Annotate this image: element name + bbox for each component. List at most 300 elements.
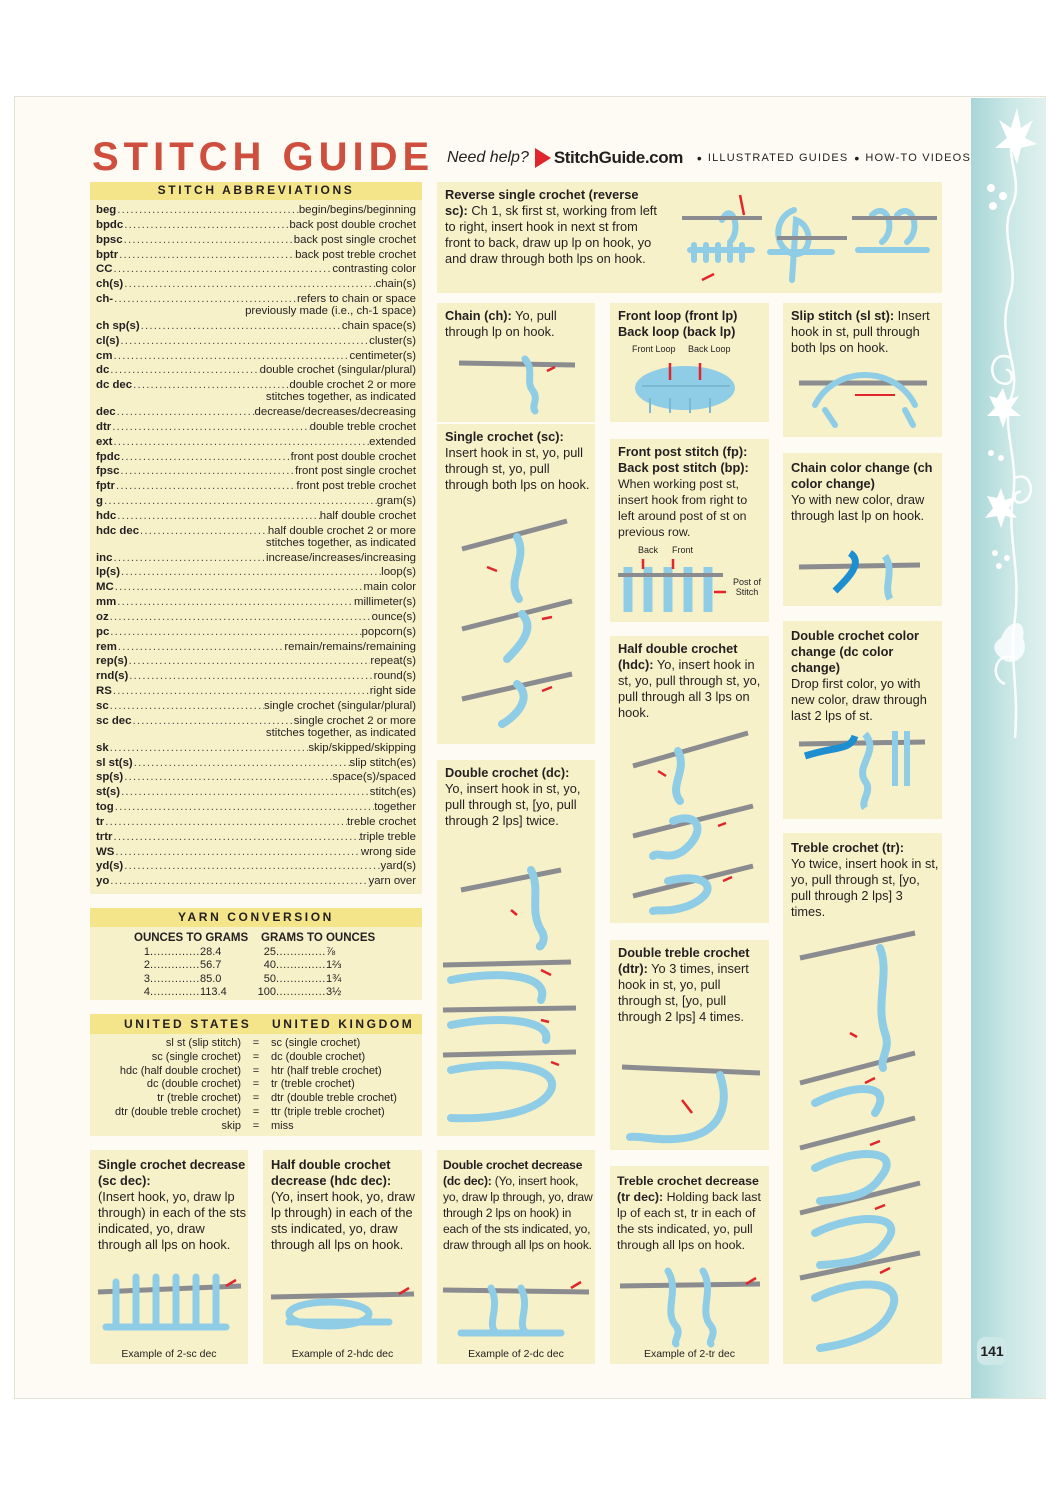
equals-sign: = [252,1064,260,1077]
card-chain [437,303,595,422]
abbreviation-row [96,218,416,233]
abbreviation-row [96,435,416,450]
card-treble-crochet [783,833,942,1364]
abbreviation-definition: contrasting color [332,263,416,276]
leader-dots [123,218,289,233]
half-double-crochet-diagram [628,731,763,916]
card-front-back-loop [610,303,769,422]
leader-dots [128,669,373,684]
equals-sign: = [252,1037,260,1049]
leader-dots [109,874,368,889]
conversion-row [254,946,341,959]
post-stitch-diagram [618,557,730,615]
rsc-body: Ch 1, sk first st, working from left to right, insert hook in next st from front to back, draw up lp on hook, yo and draw through both lps on hook. [445,203,657,266]
abbreviation-term: fptr [96,480,115,493]
abbreviation-row [96,479,416,494]
abbreviation-term: rem [96,640,117,653]
abbreviation-term: cl(s) [96,334,120,347]
conversion-row [254,959,341,972]
bullet: • [854,150,860,166]
abbreviation-row [96,248,416,263]
abbreviation-definition: back post treble crochet [295,248,416,261]
hdcdec-text [271,1157,419,1253]
post-text [618,444,766,540]
front-post-title: Front post stitch (fp): [618,444,748,459]
us-term: hdc (half double crochet) [119,1064,241,1077]
us-uk-row [96,1050,416,1064]
leader-dots [109,699,264,714]
abbreviation-term: beg [96,204,117,216]
reverse-sc-diagram [682,190,937,290]
conversion-row [128,946,227,959]
chain-diagram [455,351,585,411]
card-half-double-crochet [610,636,769,923]
dccc-title: Double crochet color change (dc color change) [791,628,919,675]
leader-dots [109,363,259,378]
leader-dots [123,770,332,785]
leader-dots [109,741,309,756]
abbreviation-definition: double crochet 2 or more [289,379,416,392]
conversion-to: 56.7 [200,959,222,972]
abbreviation-definition: millimeter(s) [353,596,416,609]
abbreviation-definition: increase/increases/increasing [265,551,416,564]
abbreviation-row [96,524,416,551]
abbreviation-definition: stitch(es) [369,786,416,799]
abbreviation-term: ch- [96,293,114,306]
abbreviation-row [96,580,416,595]
leader-dots [116,595,354,610]
leader-dots [116,509,319,524]
abbreviation-definition: decrease/decreases/decreasing [254,406,416,419]
abbreviation-row [96,845,416,860]
abbreviation-term: fpdc [96,450,121,463]
grams-to-ounces-heading: GRAMS TO OUNCES [261,932,376,944]
abbreviation-definition: main color [363,581,416,594]
abbreviation-row [96,420,416,435]
front-loop-title: Front loop (front lp) [618,308,738,323]
conversion-from: 50 [263,972,276,985]
post-body: When working post st, insert hook from right to left around post of st on previous row. [618,477,748,539]
abbreviation-term: RS [96,685,112,698]
leader-dots [276,959,326,972]
post-of-stitch-label: Post of Stitch [732,577,761,597]
hdcdec-title: Half double crochet decrease (hdc dec): [271,1157,392,1188]
abbreviation-term: mm [96,596,117,609]
abbreviation-definition: front post double crochet [290,450,416,463]
slst-body: Insert hook in st, pull through both lps on hook. [791,308,930,355]
leader-dots [113,292,297,306]
us-uk-row [96,1091,416,1105]
bullet: • [696,150,702,166]
abbreviation-row [96,669,416,684]
abbreviation-term: sc dec [96,714,132,727]
equals-sign: = [252,1092,260,1105]
abbreviation-term: inc [96,551,113,564]
abbreviation-row [96,233,416,248]
abbreviation-term: CC [96,263,113,276]
conversion-from: 4 [143,986,150,999]
card-reverse-single-crochet [437,182,942,293]
card-double-treble [610,940,769,1150]
abbreviation-row [96,800,416,815]
conversion-from: 3 [143,972,150,985]
grams-to-ounces-list [254,946,341,1000]
abbreviation-row [96,277,416,292]
abbreviation-definition: gram(s) [376,495,416,508]
equals-sign: = [252,1119,260,1132]
dc-title: Double crochet (dc): [445,765,570,780]
abbreviation-row [96,756,416,771]
chcc-text [791,460,939,524]
us-term: skip [221,1119,241,1132]
leader-dots [114,845,361,860]
chain-color-change-diagram [795,551,935,601]
abbreviation-definition: together [374,801,416,814]
uk-term: dc (double crochet) [271,1050,366,1063]
sc-body: Insert hook in st, yo, pull through st, yo, pull through both lps on hook. [445,445,590,492]
abbreviation-row [96,262,416,277]
abbreviation-term: st(s) [96,786,121,799]
dc-body: Yo, insert hook in st, yo, pull through st, [yo, pull through 2 lps] twice. [445,781,581,828]
leader-dots [109,625,361,640]
tr-text [791,840,939,920]
card-chain-color-change [783,453,942,606]
abbreviation-row [96,859,416,874]
leader-dots [276,973,326,986]
conversion-row [128,959,227,972]
abbreviation-definition: yarn over [368,875,416,888]
dcdec-title: Double crochet decrease (dc dec): [443,1158,583,1188]
abbreviation-term: g [96,495,103,508]
abbreviation-definition-continued: stitches together, as indicated [265,391,416,404]
leader-dots [139,524,268,538]
conversion-to: ⅞ [326,946,336,958]
abbreviation-term: tr [96,815,105,828]
abbreviation-definition: refers to chain or space [296,293,416,306]
abbreviation-row [96,378,416,405]
conversion-from: 40 [263,959,276,972]
decorative-side-strip [971,98,1046,1398]
chcc-title: Chain color change (ch color change) [791,460,933,491]
dc-color-change-diagram [795,726,935,814]
chain-body: Yo, pull through lp on hook. [445,308,557,339]
abbreviation-term: sk [96,741,109,754]
trdec-title: Treble crochet decrease (tr dec): [617,1174,759,1204]
how-to-videos-link[interactable]: HOW-TO VIDEOS [865,152,971,164]
uk-term: dtr (double treble crochet) [271,1092,397,1105]
hdc-text [618,641,766,721]
help-line [447,148,971,168]
leader-dots [150,986,200,999]
abbreviation-list [96,203,416,889]
us-term: dc (double crochet) [146,1078,241,1091]
leader-dots [112,435,369,450]
abbreviation-definition: begin/begins/beginning [298,204,416,216]
card-double-crochet [437,760,595,1136]
abbreviation-definition: cluster(s) [369,334,416,347]
us-uk-row [96,1036,416,1050]
illustrated-guides-link[interactable]: ILLUSTRATED GUIDES [707,152,849,164]
front-loop-label: Front Loop [632,344,676,354]
uk-term: sc (single crochet) [271,1037,361,1049]
conversion-to: 28.4 [200,946,222,958]
abbreviation-definition: front post treble crochet [296,480,416,493]
dtr-body: Yo 3 times, insert hook in st, yo, pull through st, [yo, pull through 2 lps] 4 times. [618,961,749,1024]
abbreviation-row [96,464,416,479]
abbreviation-term: yo [96,875,110,888]
us-uk-heading [90,1014,422,1034]
card-dc-color-change [783,621,942,819]
leader-dots [109,610,372,625]
uk-term: tr (treble crochet) [271,1078,355,1091]
abbreviation-row [96,292,416,319]
trdec-text [617,1173,767,1253]
leader-dots [276,986,326,999]
abbreviation-term: hdc dec [96,524,140,537]
abbreviation-term: WS [96,845,115,858]
conversion-from: 100 [257,986,276,999]
single-crochet-diagram [457,519,587,729]
treble-crochet-diagram [795,933,935,1358]
sc-dec-diagram [96,1272,244,1334]
us-uk-row [96,1064,416,1078]
equals-sign: = [252,1078,260,1091]
dcdec-body: (Yo, insert hook, yo, draw lp through, yo, draw through 2 lps on hook) in each of the sts indicated, yo, draw through all lps on hook. [443,1174,593,1252]
leader-dots [150,973,200,986]
hdc-dec-diagram [269,1282,417,1334]
abbreviation-term: dtr [96,420,112,433]
conversion-to: 1¾ [326,972,342,985]
abbreviation-definition: repeat(s) [370,655,416,668]
leader-dots [120,565,381,580]
leader-dots [123,277,375,292]
slst-title: Slip stitch (sl st): [791,308,895,323]
leader-dots [120,785,370,800]
conversion-from: 1 [143,946,150,958]
abbreviation-definition: double treble crochet [309,420,416,433]
leader-dots [114,580,364,595]
abbreviation-term: lp(s) [96,566,121,579]
leader-dots [140,319,342,334]
us-heading: UNITED STATES [124,1017,252,1031]
abbreviation-term: ch(s) [96,278,124,291]
abbreviation-row [96,785,416,800]
abbreviation-term: sp(s) [96,771,124,784]
page-number: 141 [977,1337,1007,1365]
dccc-text [791,628,941,724]
conversion-to: 1⅔ [326,959,342,972]
abbreviation-row [96,334,416,349]
abbreviation-definition: chain(s) [375,278,416,291]
abbreviation-term: trtr [96,830,113,843]
abbreviation-row [96,654,416,669]
abbreviation-row [96,610,416,625]
leader-dots [118,248,295,263]
leader-dots [112,349,349,364]
leader-dots [128,654,371,669]
conversion-to: 113.4 [200,986,227,999]
card-hdc-dec [263,1150,422,1364]
loop-text [618,308,763,340]
leader-dots [133,756,350,771]
abbreviation-term: bpdc [96,218,124,231]
abbreviation-definition: space(s)/spaced [332,771,416,784]
uk-term: miss [271,1119,294,1132]
abbreviation-row [96,349,416,364]
page-title: STITCH GUIDE [92,135,435,179]
abbreviation-term: dc dec [96,379,133,392]
abbreviation-row [96,770,416,785]
dc-dec-diagram [441,1278,591,1338]
abbreviation-term: fpsc [96,465,120,478]
leader-dots [112,684,370,699]
abbreviation-definition: skip/skipped/skipping [308,741,416,754]
dtr-title: Double treble crochet (dtr): [618,945,750,976]
abbreviation-term: rnd(s) [96,670,129,683]
card-post-stitch [610,439,769,622]
abbreviation-row [96,319,416,334]
abbreviation-definition: single crochet 2 or more [293,714,416,727]
card-slip-stitch [783,303,942,437]
card-tr-dec [610,1166,769,1364]
abbreviation-term: yd(s) [96,860,124,873]
abbreviation-term: hdc [96,509,117,522]
abbreviation-row [96,714,416,741]
slip-stitch-diagram [795,365,935,431]
us-term: sc (single crochet) [151,1050,241,1063]
abbreviation-row [96,509,416,524]
abbreviation-row [96,874,416,889]
leader-dots [150,946,200,959]
abbreviation-definition: front post single crochet [295,465,416,478]
abbreviation-definition-continued: stitches together, as indicated [265,726,416,739]
leader-dots [111,420,309,435]
abbreviation-row [96,565,416,580]
hdc-body: Yo, insert hook in st, yo, pull through st, yo, pull through all 3 lps on hook. [618,657,761,720]
abbreviation-row [96,625,416,640]
abbreviation-definition: triple treble [359,830,416,843]
back-loop-label: Back Loop [688,344,731,354]
leader-dots [104,815,347,830]
back-loop-title: Back loop (back lp) [618,324,736,339]
uk-term: htr (half treble crochet) [271,1064,382,1077]
conversion-from: 2 [143,959,150,972]
conversion-to: 3½ [326,986,342,999]
abbreviation-term: MC [96,581,114,594]
scdec-body: (Insert hook, yo, draw lp through) in each of the sts indicated, yo, draw through all lps on hook. [98,1189,246,1252]
abbreviation-definition: single crochet (singular/plural) [264,700,416,713]
abbreviation-definition: treble crochet [346,815,416,828]
ounces-to-grams-heading: OUNCES TO GRAMS [134,932,249,944]
abbreviation-term: oz [96,610,109,623]
conversion-row [254,986,341,999]
abbreviation-term: dec [96,406,116,419]
abbreviation-row [96,494,416,509]
dcdec-text [443,1157,593,1253]
slst-text [791,308,938,356]
us-uk-row [96,1119,416,1133]
uk-term: ttr (triple treble crochet) [271,1106,385,1118]
sc-text [445,429,590,493]
card-sc-dec [90,1150,248,1364]
abbreviation-term: bptr [96,248,119,261]
us-uk-row [96,1105,416,1119]
abbreviation-definition: half double crochet [319,509,416,522]
abbreviation-definition-continued: stitches together, as indicated [265,536,416,549]
leader-dots [116,405,255,420]
abbreviation-row [96,815,416,830]
abbreviation-definition: remain/remains/remaining [284,640,416,653]
conversion-row [128,986,227,999]
leader-dots [119,334,369,349]
leader-dots [120,450,291,465]
abbreviation-definition: extended [369,435,416,448]
leader-dots [132,378,289,392]
abbreviation-definition: back post single crochet [293,233,416,246]
rsc-title: Reverse single crochet (reverse sc): [445,187,639,218]
leader-dots [116,203,299,218]
us-uk-row [96,1077,416,1091]
play-icon [535,148,551,168]
dc-text [445,765,593,829]
leader-dots [112,830,359,845]
abbreviation-definition: yard(s) [380,860,416,873]
abbreviation-definition: chain space(s) [341,319,416,332]
chain-text [445,308,590,340]
abbreviation-row [96,830,416,845]
rsc-text [445,187,660,267]
trdec-body: Holding back last lp of each st, tr in each of the sts indicated, yo, pull through all lps on hook. [617,1190,761,1252]
abbreviation-row [96,405,416,420]
front-back-loop-diagram [630,358,755,420]
leader-dots [276,946,326,959]
tr-title: Treble crochet (tr): [791,840,905,855]
scdec-caption: Example of 2-sc dec [121,1348,217,1360]
dccc-body: Drop first color, yo with new color, draw through last 2 lps of st. [791,676,927,723]
us-term: tr (treble crochet) [157,1092,241,1105]
hdcdec-caption: Example of 2-hdc dec [291,1348,394,1360]
dtr-text [618,945,766,1025]
conversion-row [254,973,341,986]
chain-title: Chain (ch): [445,308,512,323]
abbreviation-term: dc [96,364,110,377]
chcc-body: Yo with new color, draw through last lp on hook. [791,492,925,523]
back-post-title: Back post stitch (bp): [618,460,749,475]
abbreviation-row [96,363,416,378]
abbreviation-definition: wrong side [360,845,416,858]
abbreviation-term: cm [96,349,113,362]
leader-dots [112,551,265,566]
leader-dots [123,859,380,874]
hdcdec-body: (Yo, insert hook, yo, draw lp through) in each of the sts indicated, yo, draw through all lps on hook. [271,1189,415,1252]
trdec-caption: Example of 2-tr dec [643,1348,736,1360]
site-link[interactable]: StitchGuide.com [553,148,683,167]
conversion-from: 25 [263,946,276,958]
abbreviation-definition: centimeter(s) [349,349,416,362]
abbreviation-definition: popcorn(s) [361,625,416,638]
leader-dots [114,800,374,815]
need-help-text: Need help? [447,149,529,166]
tr-dec-diagram [618,1266,763,1344]
abbreviation-term: ch sp(s) [96,319,140,332]
front-label: Front [672,545,694,555]
abbreviation-definition: half double crochet 2 or more [267,524,416,537]
abbreviation-definition: double crochet (singular/plural) [259,364,416,377]
ounces-to-grams-list [128,946,227,1000]
us-term: sl st (slip stitch) [165,1037,241,1049]
conversion-row [128,973,227,986]
abbreviation-definition: right side [369,685,416,698]
